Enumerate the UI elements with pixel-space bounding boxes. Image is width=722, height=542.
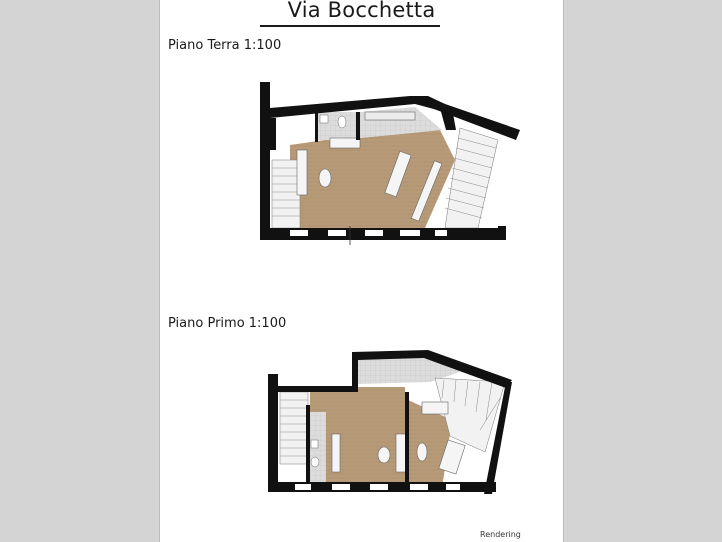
sink-first bbox=[311, 440, 318, 448]
sofa-first bbox=[332, 434, 340, 472]
plan-label-first-floor: Piano Primo 1:100 bbox=[168, 316, 287, 331]
toilet-first bbox=[311, 457, 319, 467]
desk bbox=[422, 402, 448, 414]
armchair bbox=[417, 443, 427, 461]
staircase-first-left bbox=[280, 392, 308, 464]
plan-label-ground-floor: Piano Terra 1:100 bbox=[168, 38, 282, 53]
first-floor-plan bbox=[160, 0, 564, 542]
footer-rendering: Rendering bbox=[480, 530, 521, 539]
document-page bbox=[159, 0, 564, 542]
bookshelf bbox=[396, 434, 406, 472]
table-first bbox=[378, 447, 390, 463]
document-title: Via Bocchetta bbox=[287, 0, 436, 22]
